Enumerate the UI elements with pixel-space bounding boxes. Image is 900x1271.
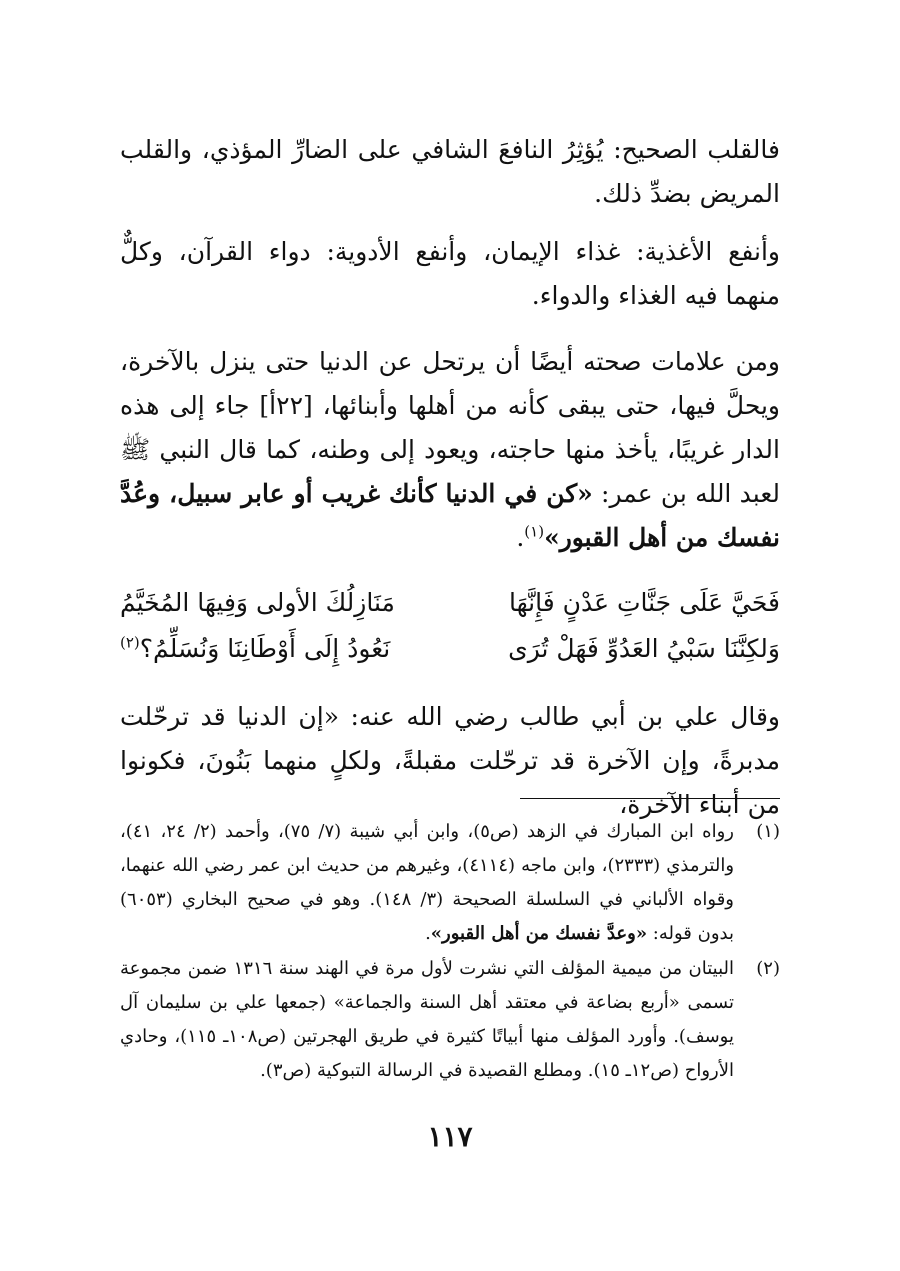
footnote-1: [120, 815, 780, 951]
footnote-1-bold: «وعدَّ نفسك من أهل القبور»: [430, 923, 648, 944]
paragraph-signs-of-health: [120, 340, 780, 560]
page-number: ١١٧: [427, 1120, 473, 1153]
footnote-2-text: البيتان من ميمية المؤلف التي نشرت لأول مرة في الهند سنة ١٣١٦ ضمن مجموعة تسمى «أربع بضاعة في معتقد أهل السنة والجماعة» (جمعها علي بن سليمان آل يوسف). وأورد المؤلف منها أبياتًا كثيرة في طريق الهجرتين (ص١٠٨ـ ١١٥)، وحادي الأرواح (ص١٢ـ ١٥). ومطلع القصيدة في الرسالة التبوكية (ص٣).: [120, 958, 734, 1081]
footnote-2-number: (٢): [756, 958, 780, 979]
footnote-separator: [520, 798, 780, 799]
verse-2-second-hemistich: [120, 624, 390, 674]
poem-verse-1: [120, 578, 780, 628]
verse-1-second-hemistich: مَنَازِلُكَ الأولى وَفِيهَا المُخَيَّمُ: [120, 588, 395, 617]
footnote-1-text: رواه ابن المبارك في الزهد (ص٥)، وابن أبي شيبة (٧/ ٧٥)، وأحمد (٢/ ٢٤، ٤١)، والترمذي (٢٣٣٣)، وابن ماجه (٤١١٤)، وغيرهم من حديث ابن عمر رضي الله عنهما، وقواه الألباني في السلسلة الصحيحة (٣/ ١٤٨). وهو في صحيح البخاري (٦٠٥٣) بدون قوله:: [120, 821, 735, 944]
footnote-2: [120, 952, 780, 1088]
paragraph-best-food: وأنفع الأغذية: غذاء الإيمان، وأنفع الأدوية: دواء القرآن، وكلٌّ منهما فيه الغذاء والدواء.: [120, 237, 780, 310]
footnote-1-number: (١): [756, 821, 780, 842]
paragraph-end: .: [516, 523, 525, 552]
footnote-ref-1[interactable]: (١): [524, 522, 545, 541]
paragraph-healthy-heart: فالقلب الصحيح: يُؤثِرُ النافعَ الشافي على الضارِّ المؤذي، والقلب المريض بضدِّ ذلك.: [120, 135, 780, 208]
footnote-ref-2[interactable]: (٢): [120, 633, 140, 652]
paragraph-ali-quote: وقال علي بن أبي طالب رضي الله عنه: «إن الدنيا قد ترحّلت مدبرةً، وإن الآخرة قد ترحّلت مقبلةً، ولكلٍ منهما بَنُونَ، فكونوا من أبناء الآخرة،: [120, 702, 780, 819]
poem-verse-2: [120, 624, 780, 674]
hadith-quote: «كن في الدنيا كأنك غريب أو عابر سبيل، وعُدَّ نفسك من أهل القبور»: [120, 479, 780, 552]
footnote-1-end: .: [425, 923, 431, 944]
footnote-1-body: [120, 815, 734, 951]
verse-2-second-text: نَعُودُ إِلَى أَوْطَانِنَا وَنُسَلِّمُ؟: [139, 634, 391, 663]
verse-1-first-hemistich: فَحَيَّ عَلَى جَنَّاتِ عَدْنٍ فَإِنَّهَا: [509, 588, 780, 617]
verse-2-first-hemistich: وَلكِنَّنَا سَبْيُ العَدُوِّ فَهَلْ تُرَى: [508, 634, 780, 663]
paragraph-text: ومن علامات صحته أيضًا أن يرتحل عن الدنيا حتى ينزل بالآخرة، ويحلَّ فيها، حتى يبقى كأنه من أهلها وأبنائها، [٢٢أ] جاء إلى هذه الدار غريبًا، يأخذ منها حاجته، ويعود إلى وطنه، كما قال النبي ﷺ لعبد الله بن عمر:: [120, 347, 781, 508]
